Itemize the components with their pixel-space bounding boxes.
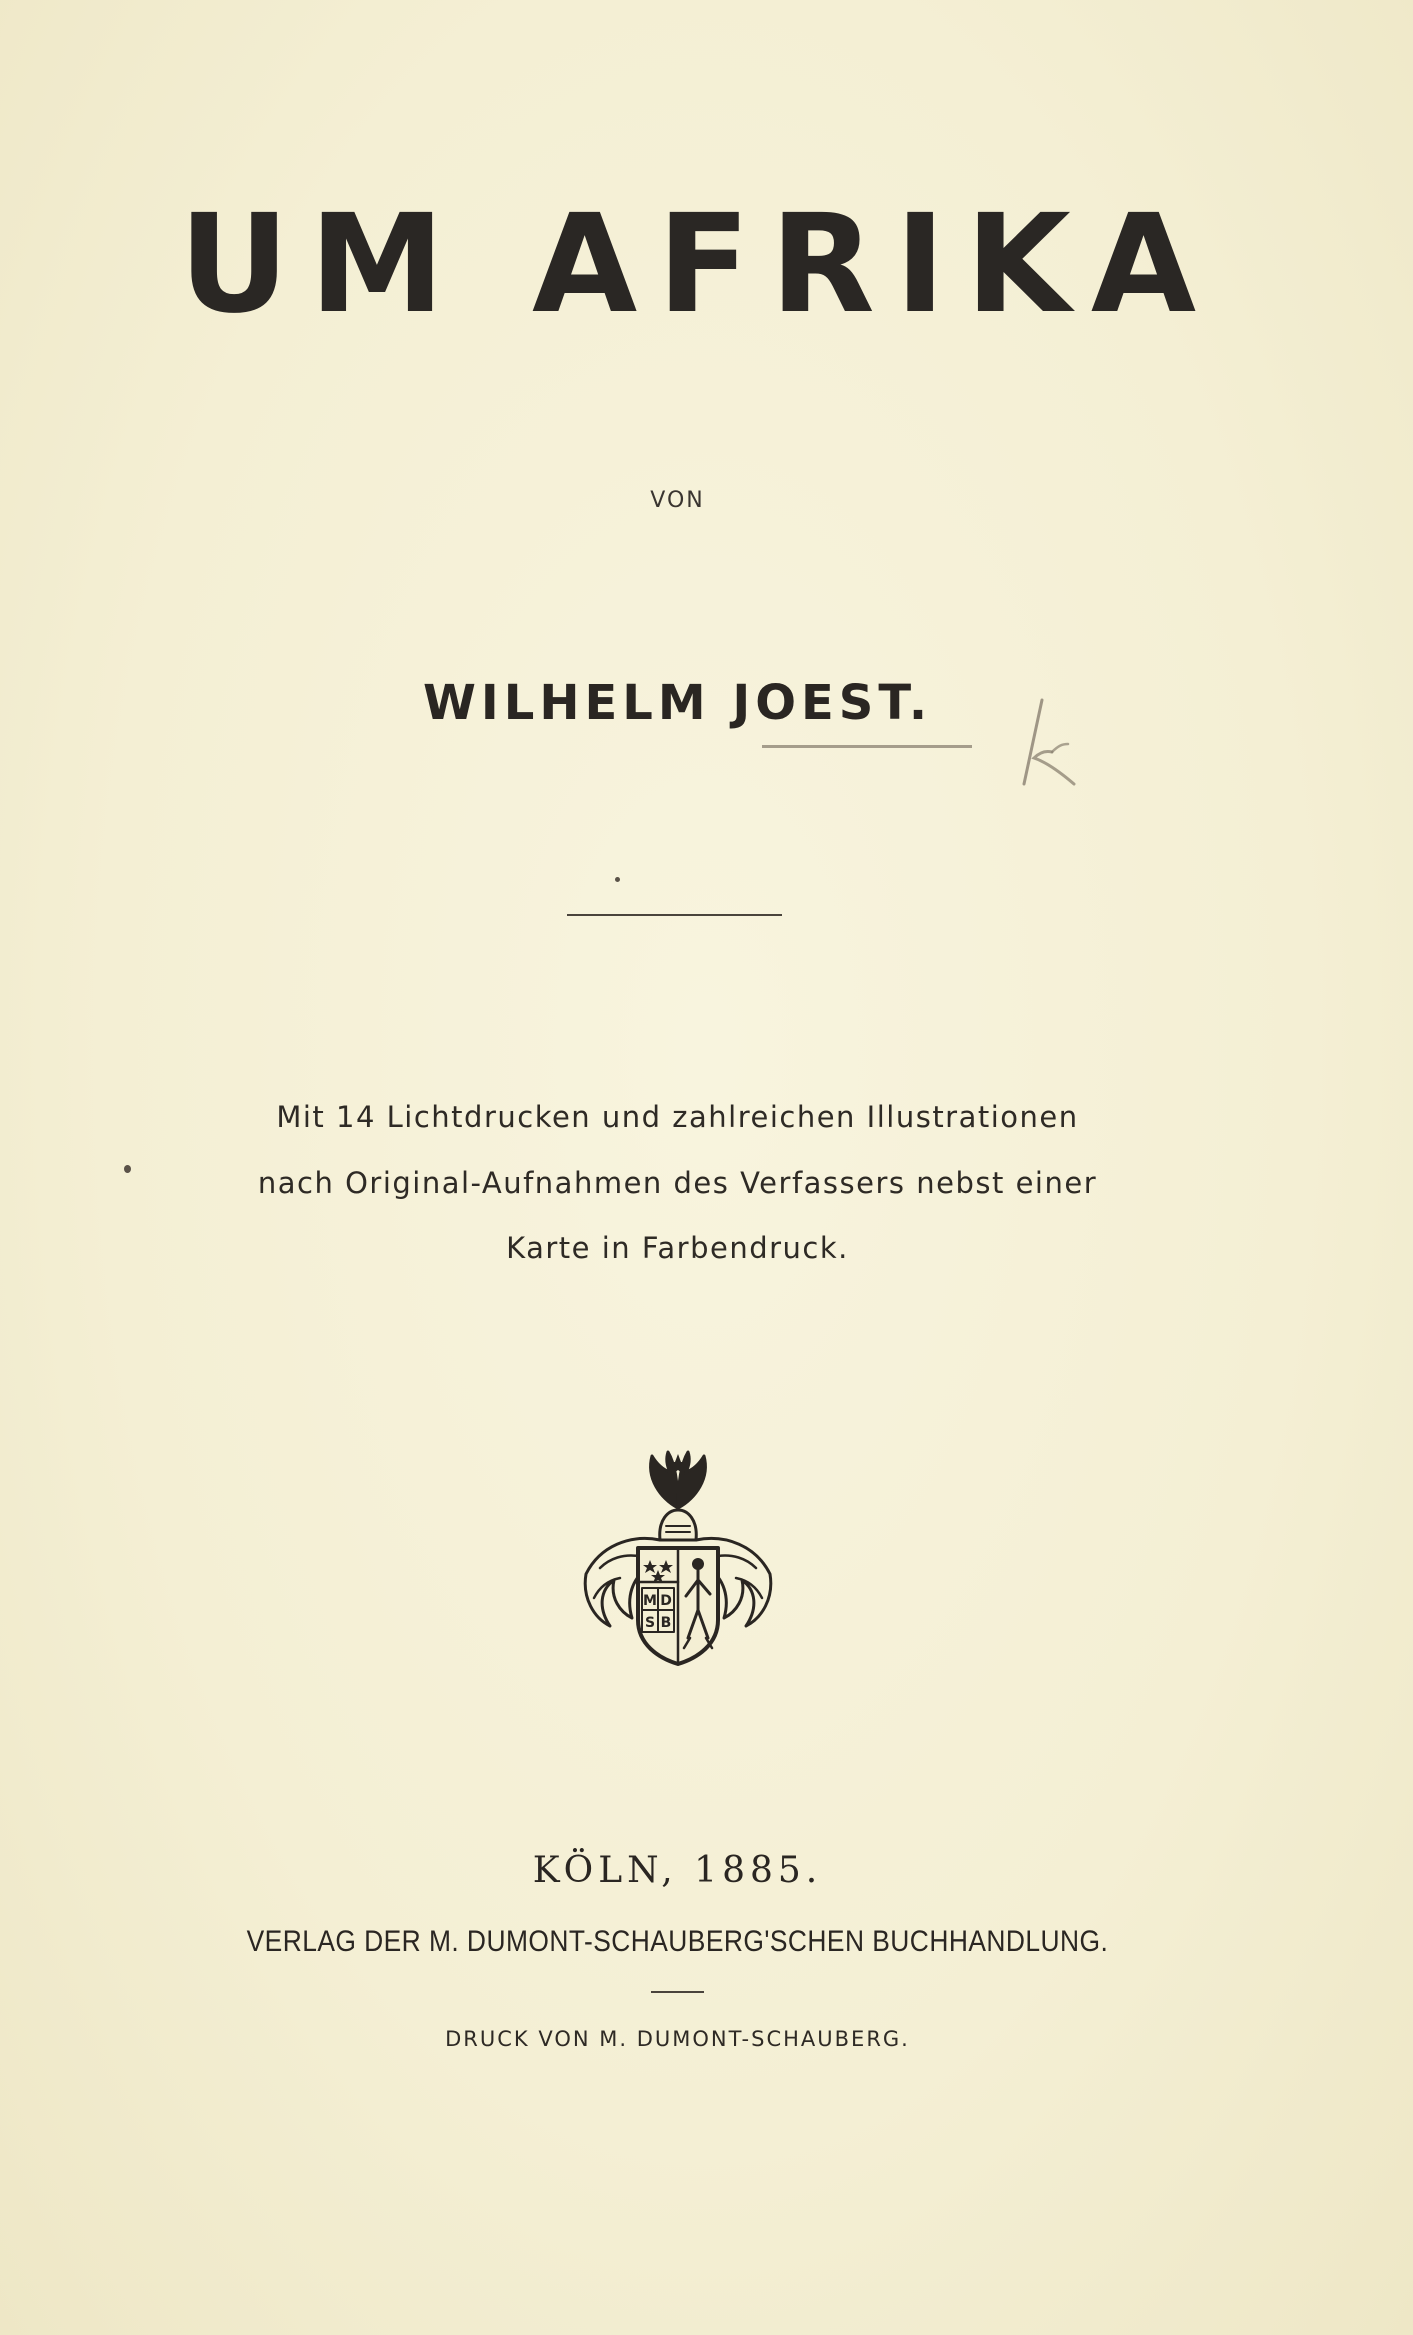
pencil-annotation-text: k xyxy=(1072,792,1073,793)
printer-line: DRUCK VON M. DUMONT-SCHAUBERG. xyxy=(445,2027,910,2051)
subtitle-line-1: Mit 14 Lichtdrucken und zahlreichen Illustrationen xyxy=(276,1100,1079,1134)
place-and-year: KÖLN, 1885. xyxy=(532,1850,823,1891)
heraldic-crest-icon xyxy=(580,1448,776,1668)
publisher-line: VERLAG DER M. DUMONT-SCHAUBERG'SCHEN BUCHHANDLUNG. xyxy=(246,1925,1109,1958)
pencil-underline xyxy=(762,745,972,748)
crest-monogram-b: B xyxy=(660,1615,672,1631)
by-line: VON xyxy=(650,488,705,513)
ink-speck xyxy=(615,877,620,882)
pencil-annotation-k xyxy=(1012,692,1102,802)
crest-monogram-m: M xyxy=(643,1593,657,1609)
subtitle-line-2: nach Original-Aufnahmen des Verfassers nebst einer xyxy=(257,1166,1098,1200)
subtitle-line-3: Karte in Farbendruck. xyxy=(506,1231,849,1265)
author-name: WILHELM JOEST. xyxy=(422,675,933,731)
short-divider-rule xyxy=(651,1991,704,1993)
crest-monogram-d: D xyxy=(660,1593,672,1609)
divider-rule xyxy=(567,914,782,916)
crest-monogram-s: S xyxy=(644,1615,656,1631)
book-title: UM AFRIKA xyxy=(178,186,1217,344)
